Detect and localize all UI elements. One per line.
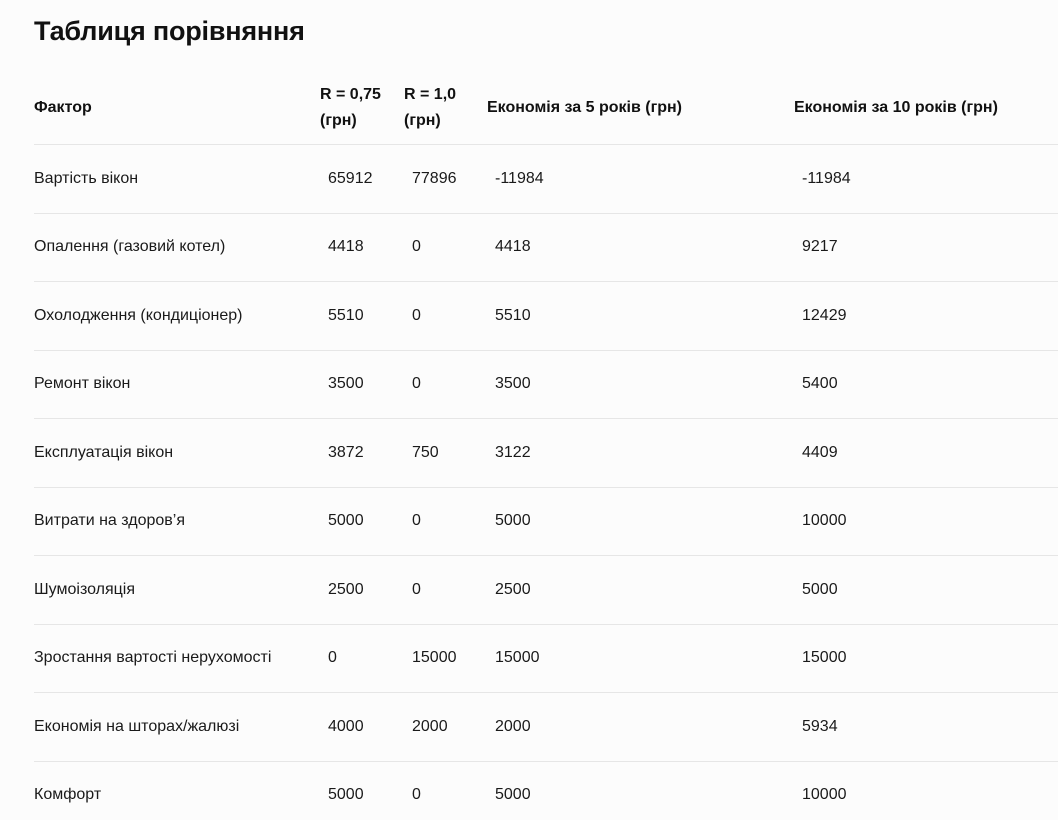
r075-cell: 5000 <box>328 786 364 804</box>
table-row <box>34 693 1058 762</box>
table-row <box>34 487 1058 556</box>
header-r10: R = 1,0 (грн) <box>404 72 487 145</box>
factor-cell: Витрати на здоров’я <box>34 487 320 556</box>
savings-10y-cell: -11984 <box>794 145 1058 214</box>
header-factor: Фактор <box>34 72 320 145</box>
r10-cell: 0 <box>404 282 487 351</box>
table-row <box>34 761 1058 820</box>
table-row <box>34 350 1058 419</box>
header-row <box>34 72 1058 145</box>
factor-cell: Зростання вартості нерухомості <box>34 624 320 693</box>
savings-5y-cell: -11984 <box>487 145 794 214</box>
r10-cell: 0 <box>412 786 421 804</box>
header-r075: R = 0,75 (грн) <box>320 72 404 145</box>
factor-cell: Шумоізоляція <box>34 556 320 625</box>
savings-10y-cell: 5400 <box>794 350 1058 419</box>
r075-cell: 2500 <box>320 556 404 625</box>
factor-cell: Експлуатація вікон <box>34 419 320 488</box>
factor-cell: Ремонт вікон <box>34 350 320 419</box>
table-header <box>34 72 1058 145</box>
table-body <box>34 145 1058 820</box>
savings-5y-cell: 15000 <box>487 624 794 693</box>
header-savings-5y: Економія за 5 років (грн) <box>487 72 794 145</box>
savings-5y-cell: 2000 <box>487 693 794 762</box>
savings-10y-cell: 9217 <box>794 213 1058 282</box>
r075-cell: 4418 <box>320 213 404 282</box>
table-row <box>34 145 1058 214</box>
savings-5y-cell: 5510 <box>487 282 794 351</box>
r10-cell: 750 <box>404 419 487 488</box>
table-row <box>34 213 1058 282</box>
r10-cell: 77896 <box>404 145 487 214</box>
comparison-table <box>34 72 1058 820</box>
table-row <box>34 556 1058 625</box>
r075-cell: 5510 <box>320 282 404 351</box>
r10-cell: 2000 <box>404 693 487 762</box>
savings-10y-cell: 10000 <box>794 487 1058 556</box>
r10-cell: 0 <box>404 213 487 282</box>
savings-10y-cell: 5934 <box>794 693 1058 762</box>
table-row <box>34 419 1058 488</box>
page-title: Таблиця порівняння <box>34 16 305 46</box>
factor-cell: Вартість вікон <box>34 145 320 214</box>
factor-cell: Охолодження (кондиціонер) <box>34 282 320 351</box>
savings-10y-cell: 5000 <box>794 556 1058 625</box>
factor-cell: Комфорт <box>34 786 102 804</box>
r075-cell: 4000 <box>320 693 404 762</box>
savings-10y-cell: 12429 <box>794 282 1058 351</box>
savings-10y-cell: 10000 <box>802 786 847 804</box>
savings-5y-cell: 3500 <box>487 350 794 419</box>
savings-5y-cell: 3122 <box>487 419 794 488</box>
header-savings-10y: Економія за 10 років (грн) <box>794 72 1058 145</box>
r075-cell: 5000 <box>320 487 404 556</box>
r10-cell: 15000 <box>404 624 487 693</box>
r10-cell: 0 <box>404 487 487 556</box>
savings-5y-cell: 4418 <box>487 213 794 282</box>
savings-5y-cell: 5000 <box>487 487 794 556</box>
table-row <box>34 624 1058 693</box>
factor-cell: Опалення (газовий котел) <box>34 213 320 282</box>
table-row <box>34 282 1058 351</box>
savings-5y-cell: 2500 <box>487 556 794 625</box>
savings-10y-cell: 15000 <box>794 624 1058 693</box>
r075-cell: 3872 <box>320 419 404 488</box>
r075-cell: 65912 <box>320 145 404 214</box>
savings-5y-cell: 5000 <box>495 786 531 804</box>
r075-cell: 3500 <box>320 350 404 419</box>
savings-10y-cell: 4409 <box>794 419 1058 488</box>
r10-cell: 0 <box>404 350 487 419</box>
r10-cell: 0 <box>404 556 487 625</box>
factor-cell: Економія на шторах/жалюзі <box>34 693 320 762</box>
r075-cell: 0 <box>320 624 404 693</box>
